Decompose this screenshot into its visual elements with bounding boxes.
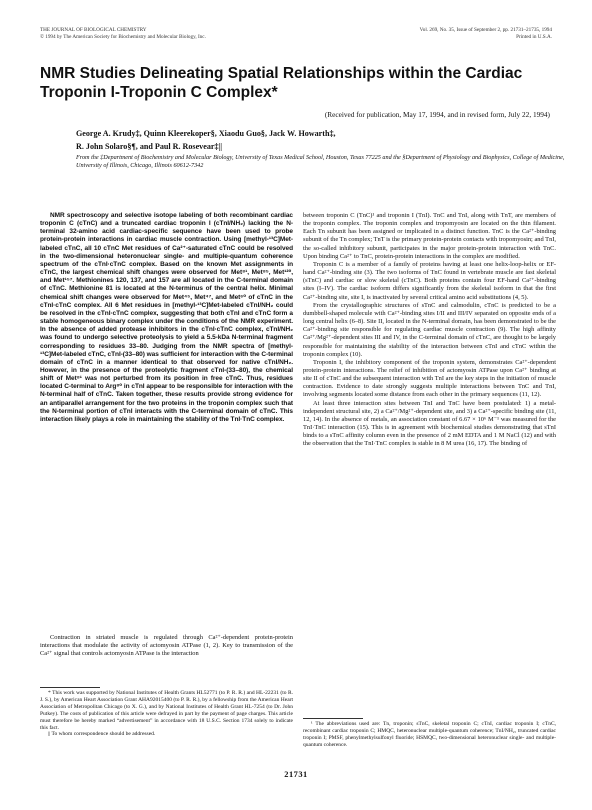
abbreviations-text: ¹ The abbreviations used are: Tn, troponin; sTnC, skeletal troponin C; cTnI, cardiac troponin I; cTnC, recombinant cardiac troponin C; HMQC, heteronuclear multiple-quantum coherence; TnI/NH₂, truncated cardiac troponin I; PMSF, phenylmethylsulfonyl fluoride; HSMQC, two-dimensional heteronuclear single- and multiple-quantum coherence. bbox=[303, 721, 556, 748]
footnote-divider-left bbox=[40, 687, 100, 688]
authors-line-1: George A. Krudy‡, Quinn Kleerekoper§, Xiaodu Guo§, Jack W. Howarth‡, bbox=[76, 129, 336, 138]
received-dates: (Received for publication, May 17, 1994, and in revised form, July 22, 1994) bbox=[324, 110, 550, 119]
left-column bbox=[40, 212, 293, 424]
journal-header-right bbox=[420, 27, 552, 40]
journal-header-left bbox=[40, 27, 206, 40]
body-paragraph: Troponin I, the inhibitory component of the troponin system, demonstrates Ca²⁺-dependent protein-protein interactions. The relief of inhibition of actomyosin ATPase upon Ca²⁺ binding at site II of cTnC and the subsequent interaction with TnI are the key steps in the initiation of muscle contraction. Evidence to date strongly suggests multiple interactions between TnC and TnI, involving segments located some distance from each other in the primary sequences (11, 12). bbox=[303, 358, 556, 399]
introduction-paragraph: Contraction in striated muscle is regulated through Ca²⁺-dependent protein-protein interactions that modulate the activity of actomyosin ATPase (1, 2). Key to transmission of the Ca²⁺ signal that controls actomyosin ATPase is the interaction bbox=[40, 634, 293, 658]
funding-footnote: * This work was supported by National Institutes of Health Grants HL52771 (to P. R. R.) and HL-22231 (to R. J. S.), by American Heart Association Grant AHA92015400 (to P. R. R.), by a fellowship from the American Heart Association of Metropolitan Chicago (to X. G.), and by National Institutes of Health Grant HL-7254 (to Dr. John Putkey). The costs of publication of this article were defrayed in part by the payment of page charges. This article must therefore be hereby marked “advertisement” in accordance with 18 U.S.C. Section 1734 solely to indicate this fact. bbox=[40, 690, 293, 731]
body-paragraph: From the crystallographic structures of sTnC and calmodulin, cTnC is predicted to be a dumbbell-shaped molecule with Ca²⁺-binding sites I/II and III/IV separated on opposite ends of a long central helix (6–8). Site II, located in the N-terminal domain, has been demonstrated to be the Ca²⁺-binding site responsible for regulating cardiac muscle contraction (9). The high affinity Ca²⁺/Mg²⁺-dependent sites III and IV, in the C-terminal domain of cTnC, are thought to be largely responsible for maintaining the stability of the interaction between cTnI and cTnC within the troponin complex (10). bbox=[303, 301, 556, 358]
body-paragraph: Troponin C is a member of a family of proteins having at least one helix-loop-helix or EF-hand Ca²⁺-binding site (3). The two isoforms of TnC found in vertebrate muscle are fast skeletal (sTnC) and cardiac or slow skeletal (cTnC). Both proteins contain four EF-hand Ca²⁺-binding sites (I–IV). The cardiac isoform differs significantly from the skeletal isoform in that the first Ca²⁺-binding site, site I, is inactivated by several critical amino acid substitutions (4, 5). bbox=[303, 260, 556, 301]
right-column bbox=[303, 212, 556, 449]
footnotes-left bbox=[40, 690, 293, 738]
correspondence-footnote: || To whom correspondence should be addressed. bbox=[48, 731, 156, 738]
printed-in-line: Printed in U.S.A. bbox=[516, 33, 552, 40]
journal-name: THE JOURNAL OF BIOLOGICAL CHEMISTRY bbox=[40, 27, 147, 33]
footnote-divider-right bbox=[303, 718, 363, 719]
body-paragraph: At least three interaction sites between TnI and TnC have been postulated: 1) a metal-independent structural site, 2) a Ca²⁺/Mg²⁺-dependent site, and 3) a Ca²⁺-specific binding site (11, 12, 14). In the absence of metals, an association constant of 6.67 × 10⁶ M⁻¹ was measured for the TnI·TnC interaction (15). This is in agreement with biochemical studies demonstrating that sTnI binds to a sTnC affinity column even in the presence of 2 mM EDTA and 1 M NaCl (12) and with the observation that the TnI·TnC complex is stable in 8 M urea (16, 17). The binding of bbox=[303, 399, 556, 448]
authors-line-2: R. John Solaro§¶, and Paul R. Rosevear‡|| bbox=[76, 142, 223, 151]
volume-issue-line: Vol. 269, No. 35, Issue of September 2, pp. 21731–21735, 1994 bbox=[419, 27, 552, 33]
article-title: NMR Studies Delineating Spatial Relationships within the Cardiac Troponin I-Troponin C Complex* bbox=[40, 65, 523, 101]
body-paragraph: between troponin C (TnC)¹ and troponin I (TnI). TnC and TnI, along with TnT, are members of the troponin complex. The troponin complex and tropomyosin are located on the thin filament. Each Tn subunit has been assigned or implicated in a distinct function. TnC is the Ca²⁺-binding subunit of the Tn complex; TnT is the primary protein-protein contacts with tropomyosin; and TnI, the so-called inhibitory subunit, participates in the major protein-protein interaction with TnC. Upon binding Ca²⁺ to TnC, protein-protein interactions in the complex are modified. bbox=[303, 212, 556, 260]
copyright-line: © 1994 by The American Society for Biochemistry and Molecular Biology, Inc. bbox=[40, 33, 206, 40]
abbreviations-footnote bbox=[303, 721, 556, 749]
abstract bbox=[40, 212, 293, 424]
page-number: 21731 bbox=[284, 770, 308, 779]
author-list bbox=[76, 127, 536, 153]
author-affiliation: From the ‡Department of Biochemistry and Molecular Biology, University of Texas Medical School, Houston, Texas 77225 and the §Department of Physiology and Biophysics, College of Medicine, University of Illinois, Chicago, Illinois 60612-7342 bbox=[76, 154, 565, 170]
abstract-text: NMR spectroscopy and selective isotope labeling of both recombinant cardiac troponin C (cTnC) and a truncated cardiac troponin I (cTnI/NH₂) lacking the N-terminal 32-amino acid cardiac-specific sequence have been used to probe protein-protein interactions in cardiac muscle contraction. Using [methyl-¹³C]Met-labeled cTnC, all 10 cTnC Met residues of Ca²⁺-saturated cTnC could be resolved in the two-dimensional heteronuclear single- and multiple-quantum coherence spectrum of the cTnI·cTnC complex. Based on the known Met assignments in cTnC, the largest chemical shift changes were observed for Met⁸¹, Met⁸⁵, Met¹²⁰, and Met¹⁵⁷. Methionines 120, 137, and 157 are all located in the C-terminal domain of cTnC. Methionine 81 is located at the N-terminus of the central helix. Minimal chemical shift changes were observed for Met⁴⁵, Met⁴⁷, and Met⁶⁰ of cTnC in the cTnI·cTnC complex. All 6 Met residues in [methyl-¹³C]Met-labeled cTnI/NH₂ could be resolved in the cTnI·cTnC complex, suggesting that both cTnI and cTnC form a stable homogeneous binary complex under the conditions of the NMR experiment. In the absence of added protease inhibitors in the cTnI·cTnC complex, cTnI/NH₂ was found to undergo selective proteolysis to yield a 5.5-kDa N-terminal fragment corresponding to residues 33–80. Judging from the NMR spectra of [methyl-¹³C]Met-labeled cTnC, cTnI-(33–80) was sufficient for interaction with the C-terminal domain of cTnC in a manner identical to that observed for native cTnI/NH₂. However, in the presence of the proteolytic fragment cTnI-(33–80), the chemical shift of Met⁸¹ was not perturbed from its position in free cTnC. Thus, residues located C-terminal to Arg⁸⁰ in cTnI appear to be responsible for interaction with the N-terminal half of cTnC. Taken together, these results provide strong evidence for an antiparallel arrangement for the two proteins in the troponin complex such that the N-terminal portion of cTnI interacts with the C-terminal domain of cTnC. This interaction likely plays a role in maintaining the stability of the TnI·TnC complex. bbox=[40, 212, 293, 423]
